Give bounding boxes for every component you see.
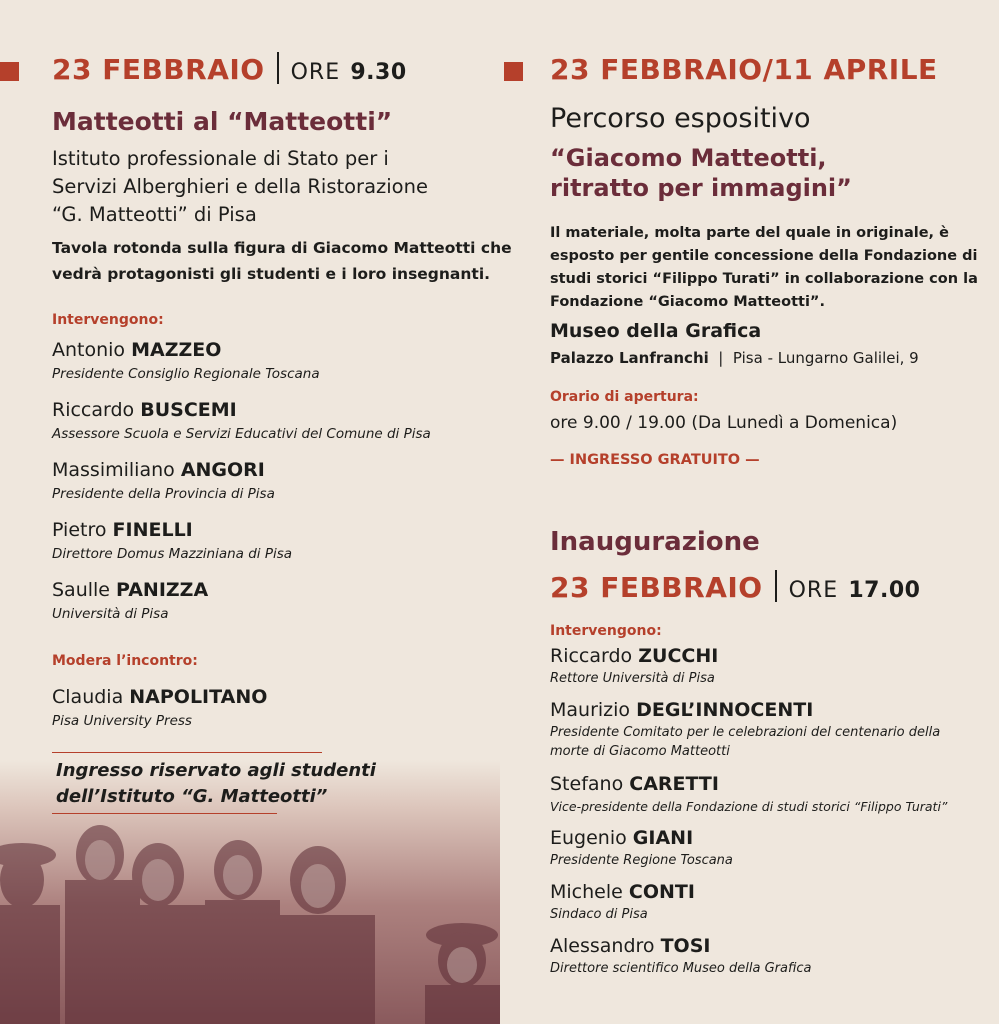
- speaker-name: Stefano CARETTI: [550, 773, 719, 795]
- inauguration-speakers-label: Intervengono:: [550, 623, 662, 639]
- inauguration-ore-time: 17.00: [848, 578, 921, 603]
- museum-address: Pisa - Lungarno Galilei, 9: [732, 349, 919, 367]
- speaker-role: Presidente Comitato per le celebrazioni del centenario della: [550, 725, 941, 740]
- entry-note-top-rule: [52, 752, 322, 753]
- right-column: [500, 0, 999, 1024]
- moderator-label: Modera l’incontro:: [52, 653, 198, 669]
- free-entry-badge: — INGRESSO GRATUITO —: [550, 452, 760, 468]
- exhibition-description-line-4: Fondazione “Giacomo Matteotti”.: [550, 294, 825, 310]
- speaker-name: Massimiliano ANGORI: [52, 459, 265, 481]
- speaker-name: Riccardo ZUCCHI: [550, 645, 719, 667]
- exhibition-title-line-2: ritratto per immagini”: [550, 174, 852, 202]
- left-speakers-label: Intervengono:: [52, 312, 164, 328]
- speaker-name: Riccardo BUSCEMI: [52, 399, 237, 421]
- speaker-name: Michele CONTI: [550, 881, 695, 903]
- museum-name: Museo della Grafica: [550, 320, 762, 342]
- speaker-name: Maurizio DEGL’INNOCENTI: [550, 699, 814, 721]
- exhibition-description-line-1: Il materiale, molta parte del quale in originale, è: [550, 225, 949, 241]
- left-ore-time: 9.30: [350, 60, 407, 85]
- hours-label: Orario di apertura:: [550, 389, 699, 405]
- date-divider: [277, 52, 279, 84]
- entry-note-bottom-rule: [52, 813, 277, 814]
- left-description-line-1: Tavola rotonda sulla figura di Giacomo Matteotti che: [52, 239, 512, 257]
- exhibition-description-line-2: esposto per gentile concessione della Fondazione di: [550, 248, 978, 264]
- inauguration-date: 23 FEBBRAIO: [550, 571, 763, 604]
- speaker-role: Vice-presidente della Fondazione di studi storici “Filippo Turati”: [550, 799, 948, 814]
- exhibition-description-line-3: studi storici “Filippo Turati” in collaborazione con la: [550, 271, 978, 287]
- date-divider: [775, 570, 777, 602]
- left-venue-line-1: Istituto professionale di Stato per i: [52, 147, 389, 170]
- left-date: 23 FEBBRAIO: [52, 53, 265, 86]
- left-description-line-2: vedrà protagonisti gli studenti e i loro insegnanti.: [52, 265, 491, 283]
- museum-address-line: Palazzo Lanfranchi | Pisa - Lungarno Galilei, 9: [550, 349, 919, 367]
- speaker-role: Direttore scientifico Museo della Grafica: [550, 961, 812, 976]
- moderator-name: Claudia NAPOLITANO: [52, 686, 268, 708]
- speaker-role: Presidente Regione Toscana: [550, 853, 733, 868]
- speaker-role: Direttore Domus Mazziniana di Pisa: [52, 546, 293, 562]
- moderator-role: Pisa University Press: [52, 713, 192, 729]
- exhibition-title-line-1: “Giacomo Matteotti,: [550, 144, 827, 172]
- exhibition-kind: Percorso espositivo: [550, 103, 811, 134]
- speaker-role: morte di Giacomo Matteotti: [550, 744, 730, 759]
- entry-note-line-1: Ingresso riservato agli studenti: [56, 760, 376, 781]
- speaker-role: Sindaco di Pisa: [550, 907, 648, 922]
- left-date-line: [52, 53, 407, 87]
- speaker-name: Alessandro TOSI: [550, 935, 711, 957]
- section-marker-icon: [0, 62, 19, 81]
- speaker-name: Eugenio GIANI: [550, 827, 694, 849]
- museum-palace: Palazzo Lanfranchi: [550, 349, 709, 367]
- section-marker-icon: [504, 62, 523, 81]
- speaker-name: Saulle PANIZZA: [52, 579, 209, 601]
- inauguration-date-line: [550, 571, 920, 605]
- exhibition-date-range: 23 FEBBRAIO/11 APRILE: [550, 53, 938, 86]
- speaker-role: Presidente della Provincia di Pisa: [52, 486, 275, 502]
- speaker-name: Antonio MAZZEO: [52, 339, 222, 361]
- left-venue-line-3: “G. Matteotti” di Pisa: [52, 203, 257, 226]
- speaker-role: Assessore Scuola e Servizi Educativi del Comune di Pisa: [52, 426, 431, 442]
- inauguration-title: Inaugurazione: [550, 527, 760, 557]
- opening-hours: ore 9.00 / 19.00 (Da Lunedì a Domenica): [550, 413, 898, 433]
- left-event-title: Matteotti al “Matteotti”: [52, 107, 393, 136]
- speaker-name: Pietro FINELLI: [52, 519, 193, 541]
- inauguration-ore-word: ORE: [788, 578, 839, 603]
- speaker-role: Rettore Università di Pisa: [550, 671, 715, 686]
- speaker-role: Presidente Consiglio Regionale Toscana: [52, 366, 320, 382]
- left-venue-line-2: Servizi Alberghieri e della Ristorazione: [52, 175, 428, 198]
- speaker-role: Università di Pisa: [52, 606, 169, 622]
- entry-note-line-2: dell’Istituto “G. Matteotti”: [56, 786, 328, 807]
- left-ore-word: ORE: [290, 60, 341, 85]
